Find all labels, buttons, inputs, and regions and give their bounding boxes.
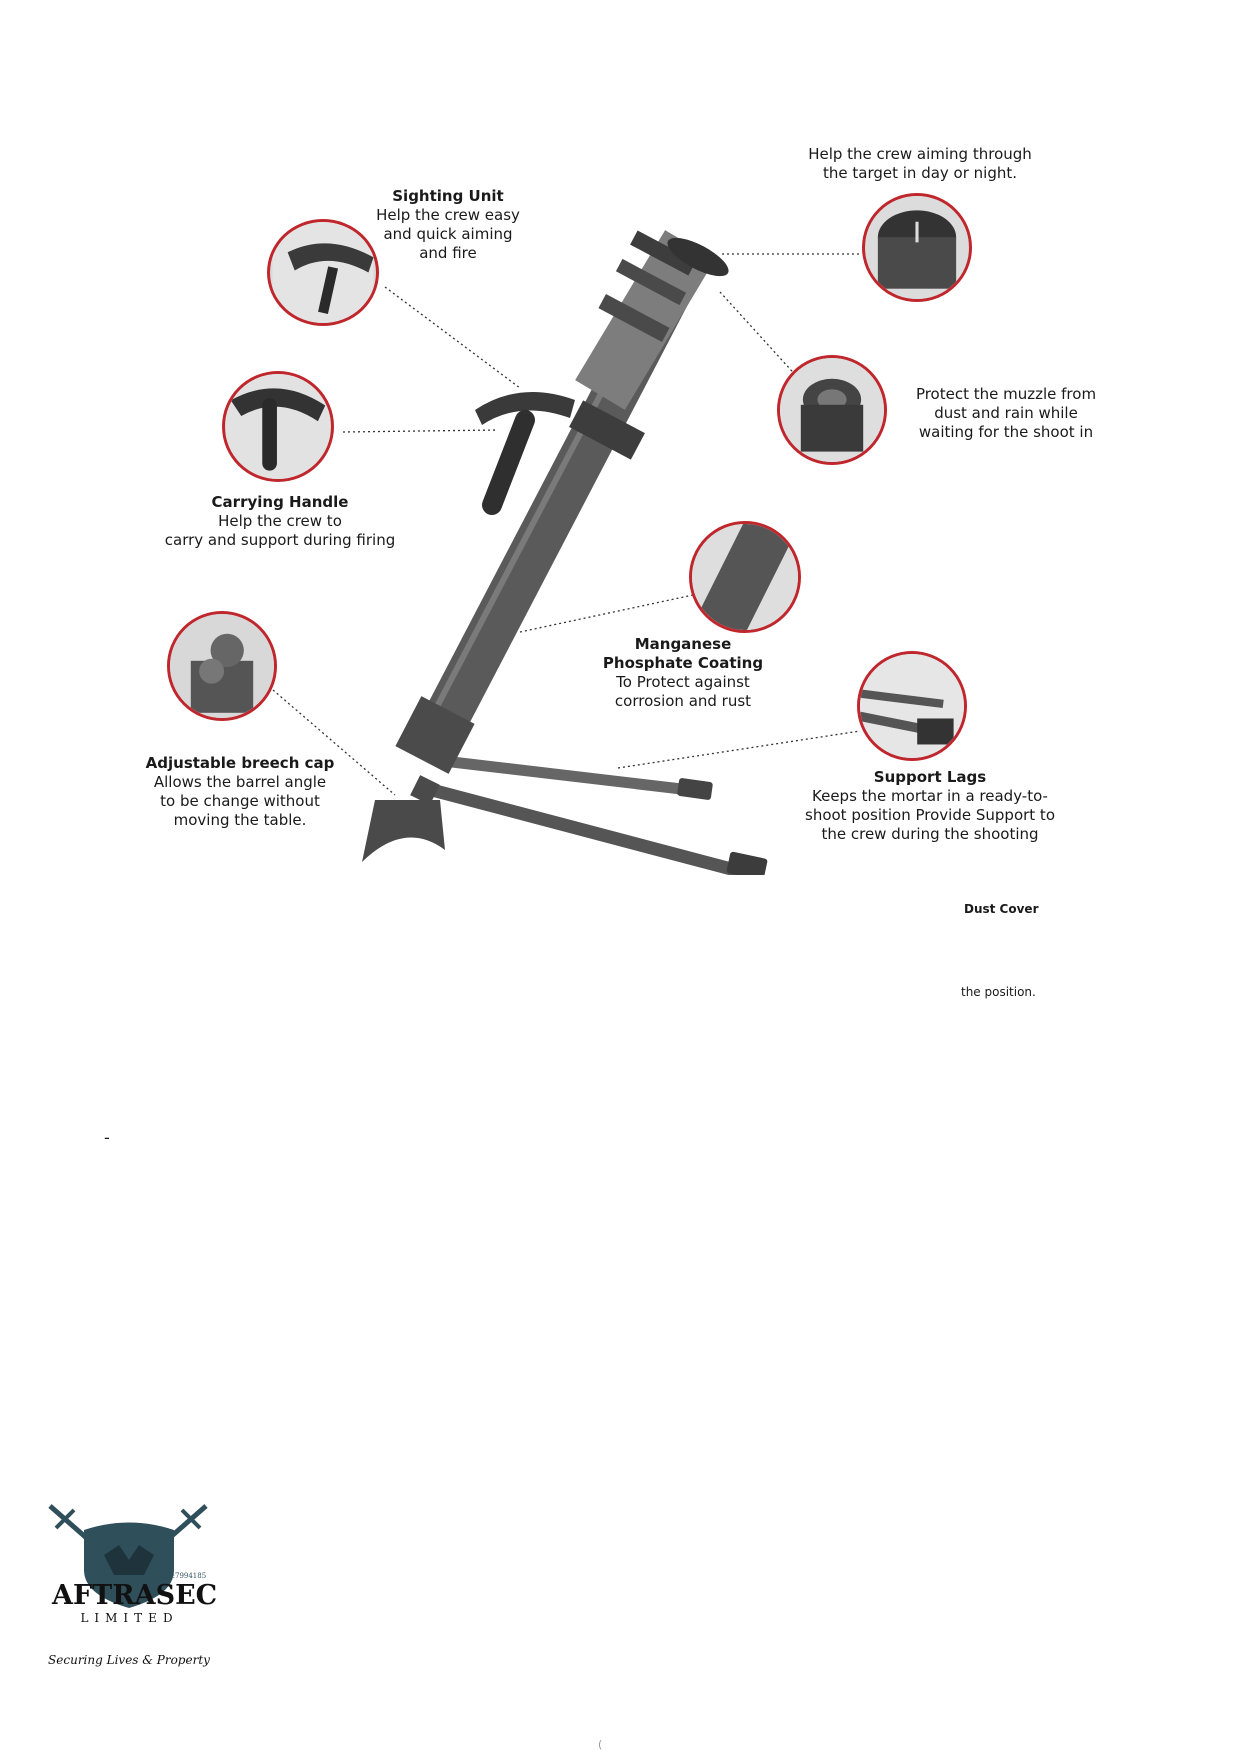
callout-line: and quick aiming (383, 225, 513, 243)
dust-cover-label: Dust Cover (964, 902, 1039, 916)
footer-mark: ( (598, 1738, 603, 1751)
company-logo (44, 1500, 218, 1675)
support-legs-title: Support Lags (873, 768, 987, 786)
callout-line: and fire (419, 244, 477, 262)
sighting-unit-callout (368, 187, 528, 263)
callout-line: carry and support during firing (164, 531, 396, 549)
optics-detail-image (862, 193, 972, 302)
callout-line: corrosion and rust (614, 692, 752, 710)
dash-mark: - (104, 1128, 110, 1147)
callout-line: the crew during the shooting (821, 825, 1039, 843)
carrying-handle-callout (155, 493, 405, 550)
callout-line: moving the table. (173, 811, 307, 829)
support-legs-callout (790, 768, 1070, 844)
logo-sub: LIMITED (80, 1611, 179, 1625)
sighting-unit-detail-image (267, 219, 379, 326)
breech-cap-detail-image (167, 611, 277, 721)
breech-cap-title: Adjustable breech cap (145, 754, 335, 772)
callout-line: shoot position Provide Support to (805, 806, 1055, 824)
muzzle-cap-detail-image (777, 355, 887, 465)
coating-title-line-2: Phosphate Coating (602, 654, 764, 672)
carrying-handle-detail-image (222, 371, 334, 482)
callout-line: the target in day or night. (822, 164, 1018, 182)
logo-tagline: Securing Lives & Property (48, 1653, 210, 1667)
callout-line: to be change without (160, 792, 320, 810)
logo-name: AFTRASEC (52, 1580, 218, 1611)
callout-line: waiting for the shoot in (918, 423, 1094, 441)
coating-detail-image (689, 521, 801, 633)
logo-rc-number: RC:7994185 (162, 1572, 207, 1580)
callout-line: dust and rain while (934, 404, 1078, 422)
breech-cap-callout (130, 754, 350, 830)
callout-line: Help the crew easy (376, 206, 520, 224)
sighting-unit-title: Sighting Unit (392, 187, 504, 205)
aiming-callout (800, 145, 1040, 183)
callout-line: Allows the barrel angle (153, 773, 327, 791)
callout-line: Help the crew to (218, 512, 342, 530)
carrying-handle-title: Carrying Handle (211, 493, 349, 511)
support-legs-detail-image (857, 651, 967, 761)
position-text: the position. (961, 985, 1036, 999)
callout-line: Protect the muzzle from (915, 385, 1097, 403)
coating-title-line-1: Manganese (634, 635, 732, 653)
coating-callout (588, 635, 778, 711)
callout-line: To Protect against (616, 673, 750, 691)
callout-line: Keeps the mortar in a ready-to- (812, 787, 1048, 805)
callout-line: Help the crew aiming through (808, 145, 1032, 163)
muzzle-callout (896, 385, 1116, 442)
